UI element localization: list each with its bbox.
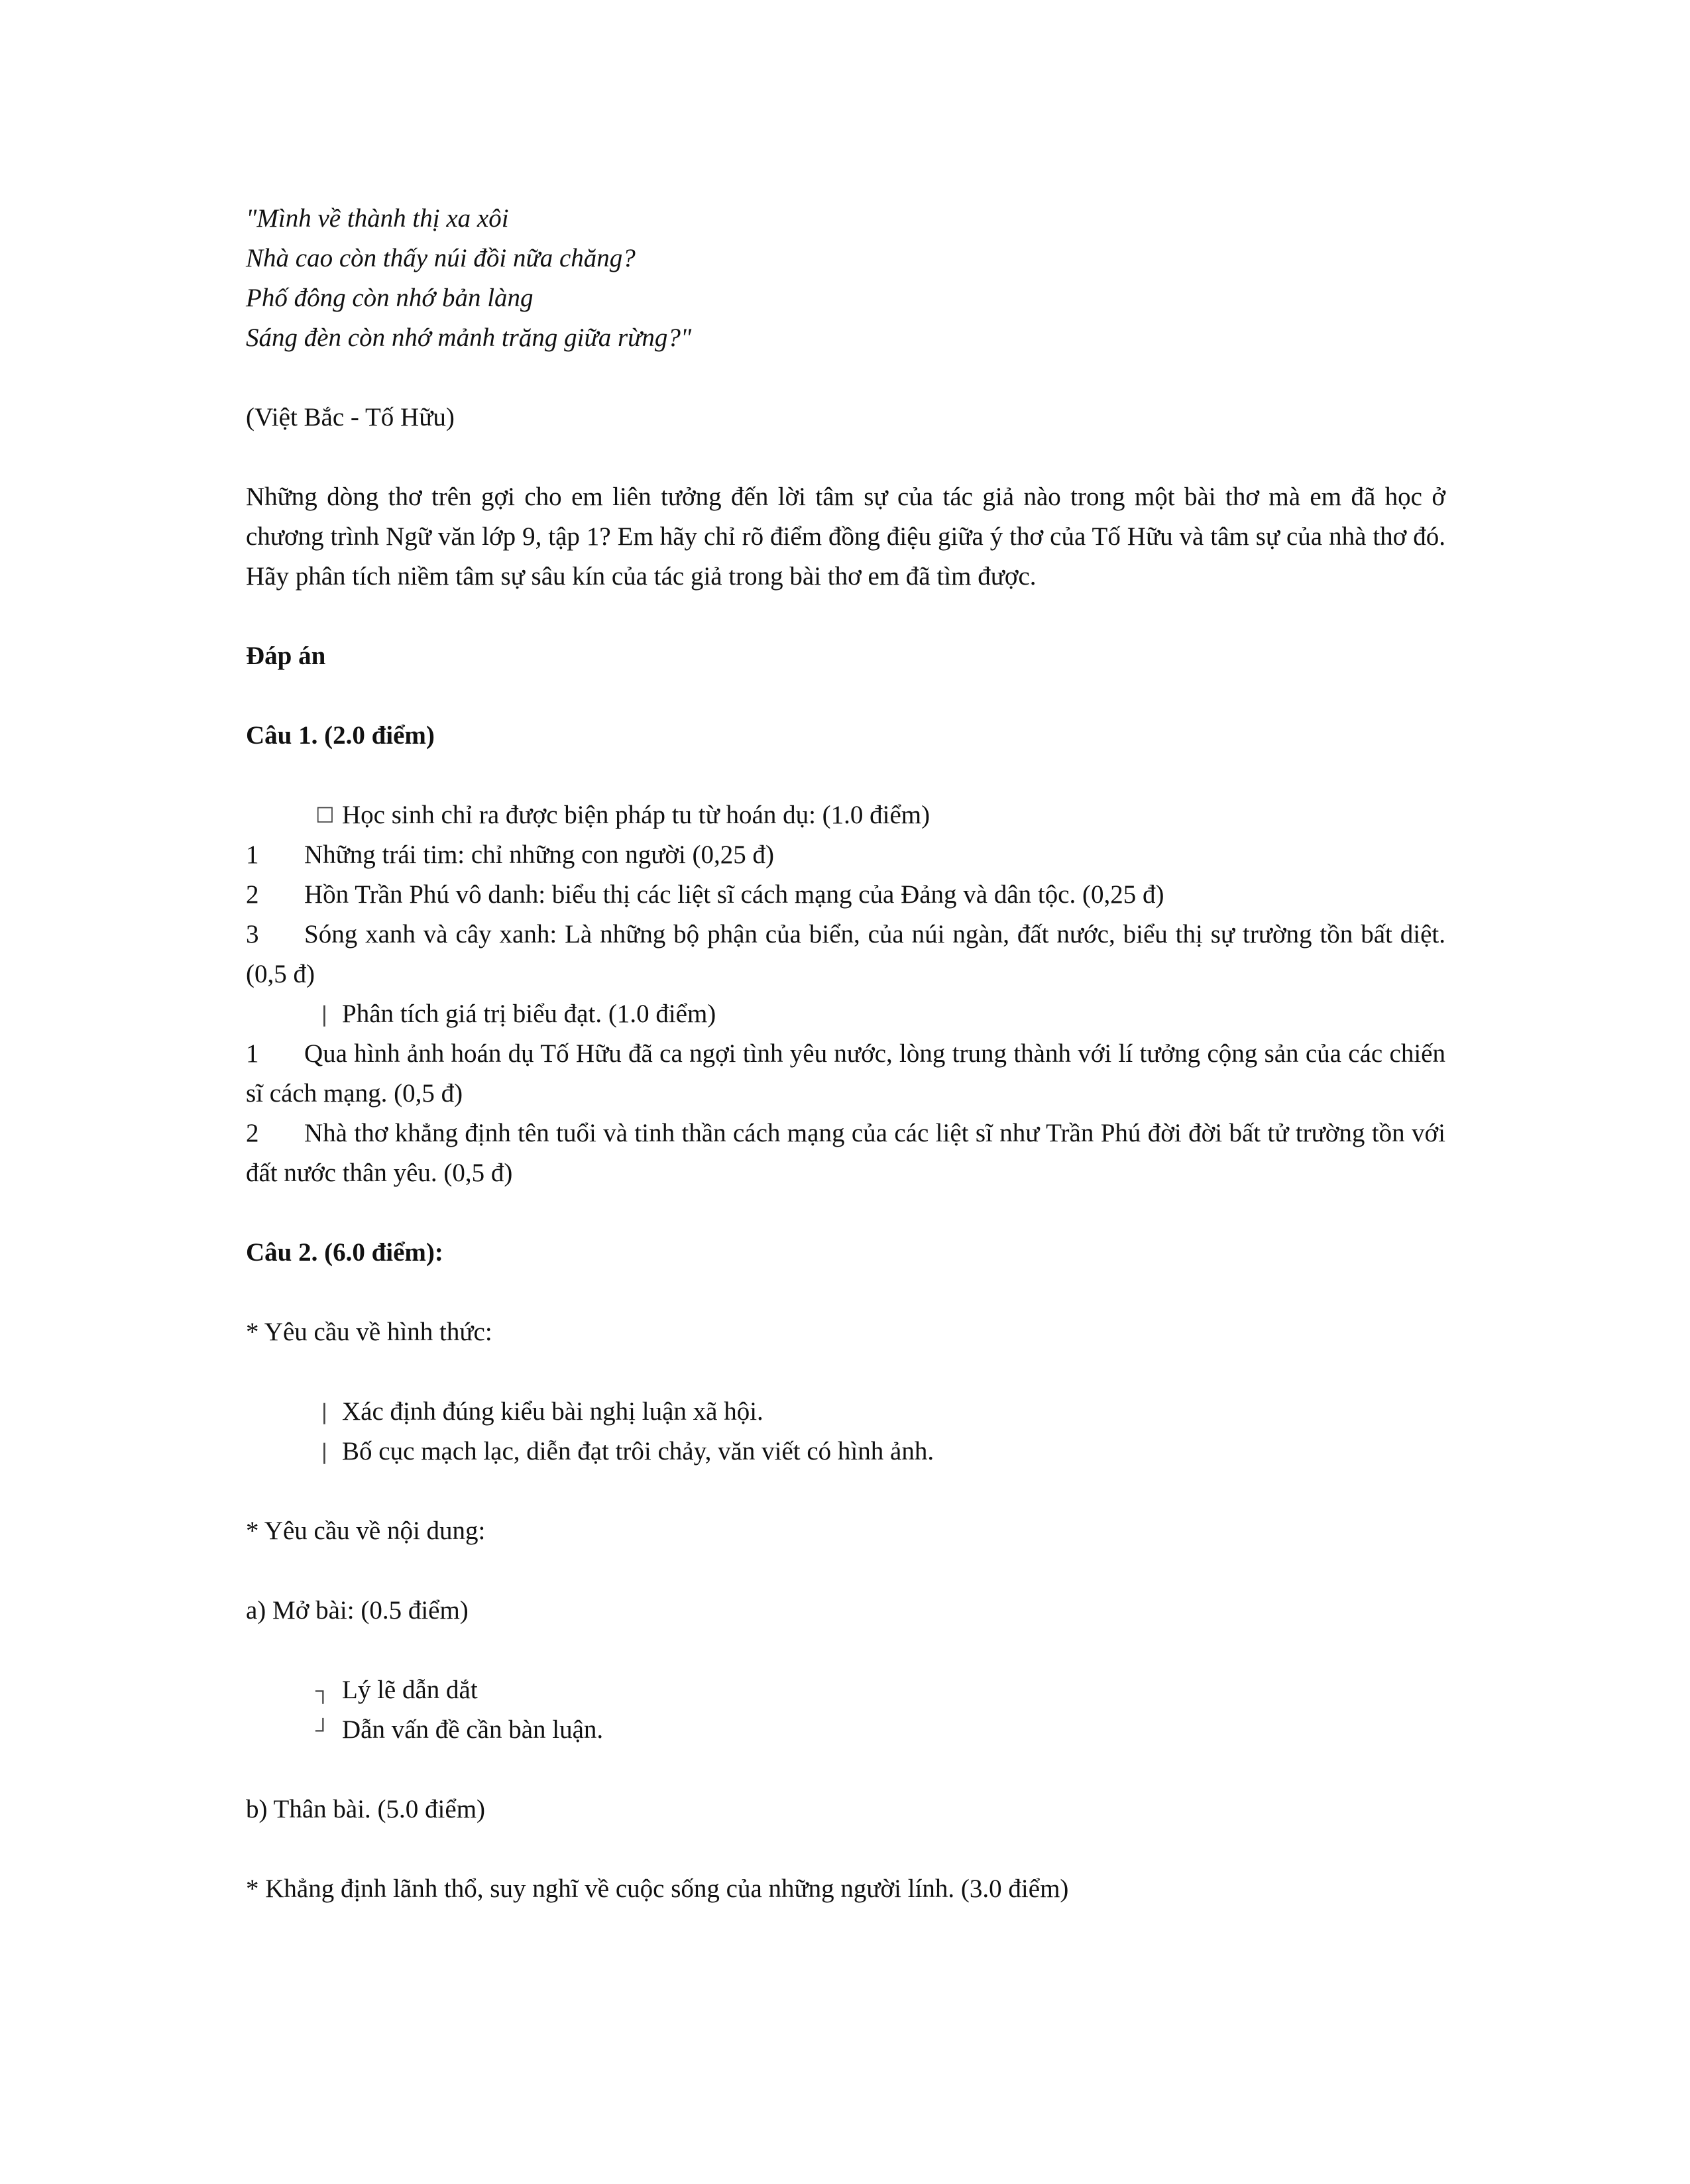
bullet-text: Lý lẽ dẫn dắt bbox=[342, 1676, 478, 1704]
cau1-bullet-1 bbox=[246, 795, 1445, 835]
list-item bbox=[246, 1034, 1445, 1114]
item-text: Nhà thơ khẳng định tên tuổi và tinh thần cách mạng của các liệt sĩ như Trần Phú đời đời bất tử trường tồn với đất nước thân yêu. (0,5 đ) bbox=[246, 1119, 1445, 1187]
poem-source: (Việt Bắc - Tố Hữu) bbox=[246, 403, 455, 431]
corner-bullet-icon: ┘ bbox=[315, 1718, 331, 1742]
bullet-text: Phân tích giá trị biểu đạt. (1.0 điểm) bbox=[342, 1000, 716, 1028]
body-point: * Khẳng định lãnh thổ, suy nghĩ về cuộc sống của những người lính. (3.0 điểm) bbox=[246, 1874, 1069, 1903]
list-item bbox=[246, 835, 1445, 875]
item-number: 1 bbox=[246, 1039, 259, 1068]
form-item bbox=[246, 1392, 1445, 1432]
intro-item bbox=[246, 1670, 1445, 1710]
poem-line: Sáng đèn còn nhớ mảnh trăng giữa rừng?" bbox=[246, 323, 692, 352]
item-number: 3 bbox=[246, 920, 259, 948]
cau1-heading: Câu 1. (2.0 điểm) bbox=[246, 721, 435, 750]
intro-item bbox=[246, 1710, 1445, 1750]
list-item bbox=[246, 915, 1445, 994]
intro-heading: a) Mở bài: (0.5 điểm) bbox=[246, 1596, 469, 1625]
item-number: 2 bbox=[246, 1119, 259, 1147]
poem-line: Phố đông còn nhớ bản làng bbox=[246, 284, 534, 312]
bullet-text: Dẫn vấn đề cần bàn luận. bbox=[342, 1715, 604, 1744]
document-page bbox=[246, 199, 1445, 1909]
item-text: Những trái tim: chỉ những con người (0,25 đ) bbox=[304, 840, 775, 869]
bar-bullet-icon: ❘ bbox=[315, 1002, 333, 1026]
item-number: 2 bbox=[246, 880, 259, 909]
poem-line: "Mình về thành thị xa xôi bbox=[246, 204, 509, 233]
item-text: Qua hình ảnh hoán dụ Tố Hữu đã ca ngợi tình yêu nước, lòng trung thành với lí tưởng cộng sản của các chiến sĩ cách mạng. (0,5 đ) bbox=[246, 1039, 1445, 1108]
item-number: 1 bbox=[246, 840, 259, 869]
cau2-heading: Câu 2. (6.0 điểm): bbox=[246, 1238, 443, 1267]
question-text: Những dòng thơ trên gợi cho em liên tưởng đến lời tâm sự của tác giả nào trong một bài thơ mà em đã học ở chương trình Ngữ văn lớp 9, tập 1? Em hãy chỉ rõ điểm đồng điệu giữa ý thơ của Tố Hữu và tâm sự của nhà thơ đó. Hãy phân tích niềm tâm sự sâu kín của tác giả trong bài thơ em đã tìm được. bbox=[246, 483, 1445, 591]
poem bbox=[246, 199, 1445, 358]
item-text: Hồn Trần Phú vô danh: biểu thị các liệt sĩ cách mạng của Đảng và dân tộc. (0,25 đ) bbox=[304, 880, 1164, 909]
bullet-text: Bố cục mạch lạc, diễn đạt trôi chảy, văn viết có hình ảnh. bbox=[342, 1437, 934, 1466]
list-item bbox=[246, 875, 1445, 915]
bar-bullet-icon: ❘ bbox=[315, 1440, 333, 1464]
bullet-text: Học sinh chỉ ra được biện pháp tu từ hoán dụ: (1.0 điểm) bbox=[342, 801, 930, 829]
poem-line: Nhà cao còn thấy núi đồi nữa chăng? bbox=[246, 244, 636, 272]
answer-heading: Đáp án bbox=[246, 642, 326, 670]
form-requirements-heading: * Yêu cầu về hình thức: bbox=[246, 1318, 492, 1346]
bar-bullet-icon: ❘ bbox=[315, 1400, 333, 1424]
list-item bbox=[246, 1114, 1445, 1193]
checkbox-icon: ☐ bbox=[315, 803, 335, 827]
corner-bullet-icon: ┐ bbox=[315, 1678, 331, 1702]
body-heading: b) Thân bài. (5.0 điểm) bbox=[246, 1795, 486, 1823]
form-item bbox=[246, 1432, 1445, 1471]
bullet-text: Xác định đúng kiểu bài nghị luận xã hội. bbox=[342, 1397, 763, 1426]
item-text: Sóng xanh và cây xanh: Là những bộ phận của biển, của núi ngàn, đất nước, biểu thị sự trường tồn bất diệt. (0,5 đ) bbox=[246, 920, 1445, 988]
content-requirements-heading: * Yêu cầu về nội dung: bbox=[246, 1517, 486, 1545]
cau1-bullet-2 bbox=[246, 994, 1445, 1034]
